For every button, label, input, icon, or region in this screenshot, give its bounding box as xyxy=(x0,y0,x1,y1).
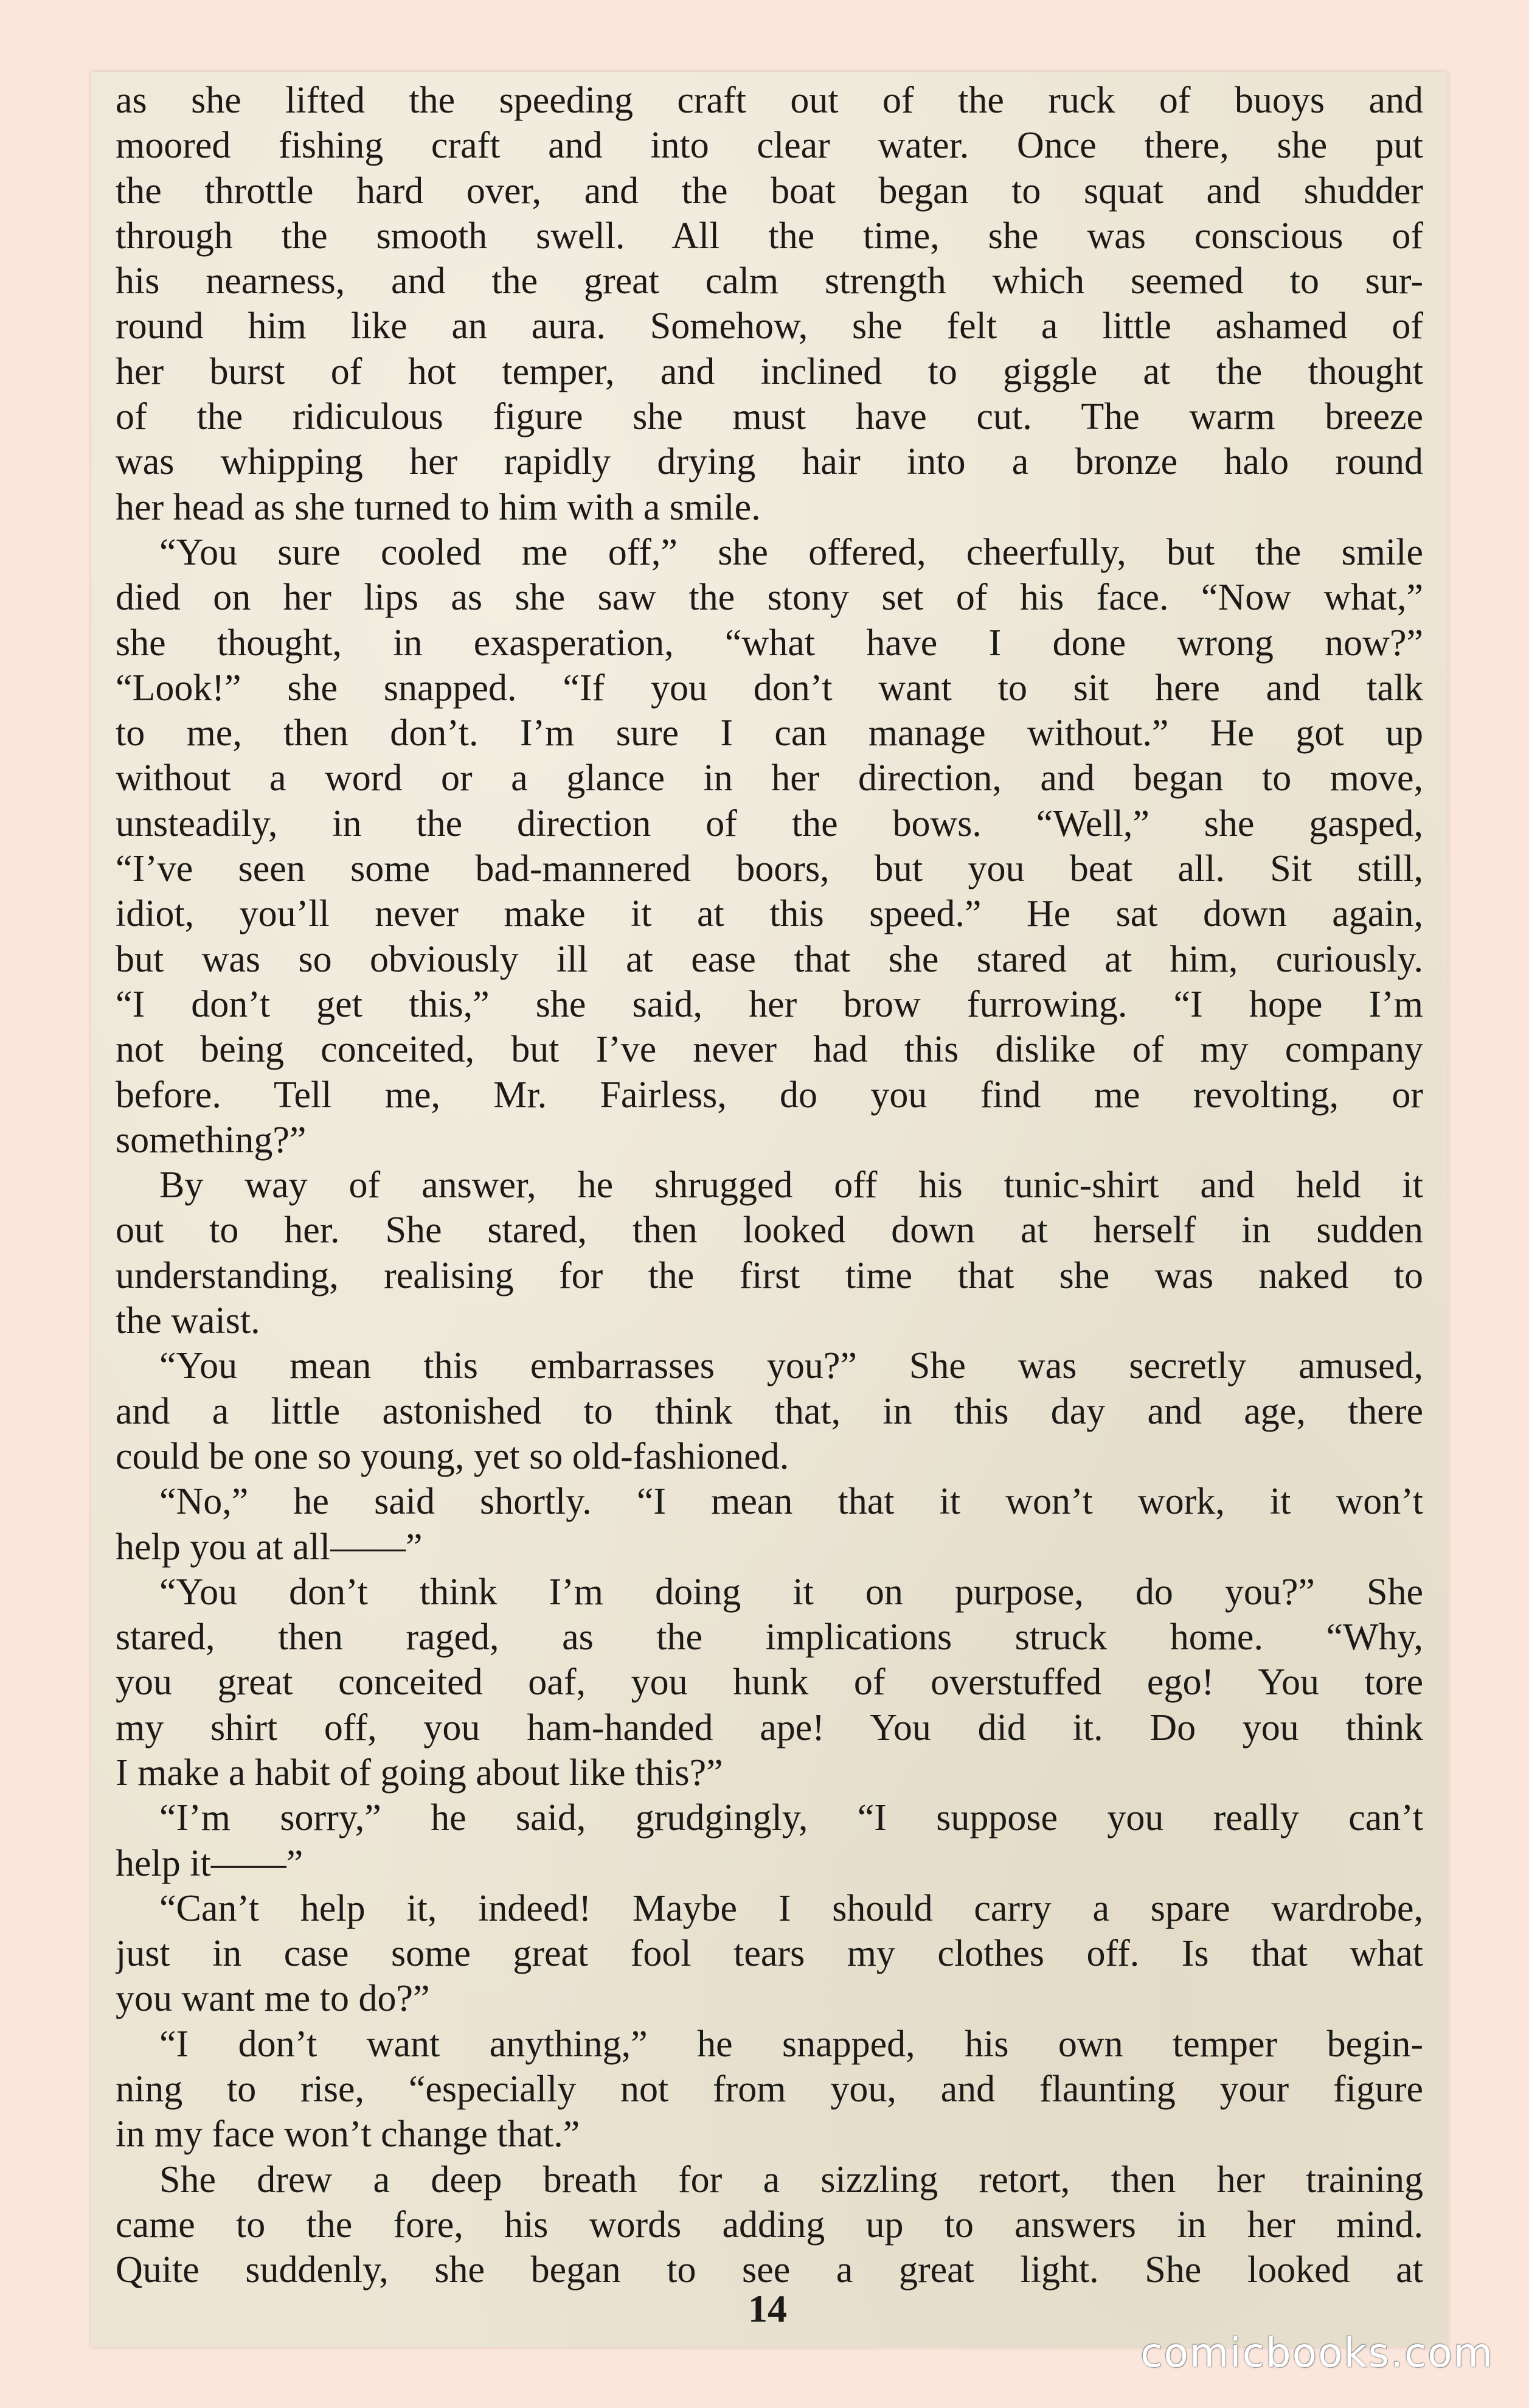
text-line: “I don’t want anything,” he snapped, his own temper begin- xyxy=(159,2023,1423,2065)
text-line: the waist. xyxy=(116,1300,260,1342)
text-line: his nearness, and the great calm strength which seemed to sur- xyxy=(116,260,1423,302)
text-line: help you at all——” xyxy=(116,1526,423,1568)
text-line: and a little astonished to think that, in this day and age, there xyxy=(116,1390,1423,1432)
text-line: you great conceited oaf, you hunk of overstuffed ego! You tore xyxy=(116,1662,1423,1703)
text-line: her burst of hot temper, and inclined to giggle at the thought xyxy=(116,350,1423,392)
text-line: as she lifted the speeding craft out of the ruck of buoys and xyxy=(116,80,1423,121)
story-text xyxy=(116,78,1423,2293)
text-line: not being conceited, but I’ve never had this dislike of my company xyxy=(116,1029,1423,1071)
text-line: “Can’t help it, indeed! Maybe I should carry a spare wardrobe, xyxy=(159,1887,1423,1929)
text-line: died on her lips as she saw the stony set of his face. “Now what,” xyxy=(116,577,1423,619)
text-line: unsteadily, in the direction of the bows. “Well,” she gasped, xyxy=(116,802,1423,844)
text-line: “Look!” she snapped. “If you don’t want to sit here and talk xyxy=(116,667,1423,709)
text-line: She drew a deep breath for a sizzling retort, then her training xyxy=(159,2159,1423,2201)
text-line: moored fishing craft and into clear water. Once there, she put xyxy=(116,125,1423,167)
book-page xyxy=(91,72,1448,2347)
text-line: in my face won’t change that.” xyxy=(116,2114,580,2156)
text-line: “You don’t think I’m doing it on purpose, do you?” She xyxy=(159,1571,1423,1613)
text-line: idiot, you’ll never make it at this speed.” He sat down again, xyxy=(116,893,1423,935)
text-line: “I’m sorry,” he said, grudgingly, “I suppose you really can’t xyxy=(159,1797,1423,1839)
text-line: came to the fore, his words adding up to answers in her mind. xyxy=(116,2204,1423,2246)
text-line: “You mean this embarrasses you?” She was secretly amused, xyxy=(159,1345,1423,1387)
text-line: round him like an aura. Somehow, she felt a little ashamed of xyxy=(116,305,1423,347)
text-line: understanding, realising for the first time that she was naked to xyxy=(116,1254,1423,1296)
text-line: without a word or a glance in her direction, and began to move, xyxy=(116,757,1423,799)
text-line: out to her. She stared, then looked down at herself in sudden xyxy=(116,1209,1423,1251)
text-line: to me, then don’t. I’m sure I can manage without.” He got up xyxy=(116,712,1423,754)
text-line: through the smooth swell. All the time, she was conscious of xyxy=(116,215,1423,257)
page-number: 14 xyxy=(748,2287,787,2330)
text-line: stared, then raged, as the implications struck home. “Why, xyxy=(116,1616,1423,1658)
text-line: I make a habit of going about like this?” xyxy=(116,1752,723,1794)
text-line: the throttle hard over, and the boat began to squat and shudder xyxy=(116,170,1423,212)
text-line: By way of answer, he shrugged off his tunic-shirt and held it xyxy=(159,1164,1423,1206)
text-line: her head as she turned to him with a smile. xyxy=(116,486,761,528)
text-line: could be one so young, yet so old-fashioned. xyxy=(116,1435,789,1477)
text-line: ning to rise, “especially not from you, and flaunting your figure xyxy=(116,2069,1423,2110)
text-line: she thought, in exasperation, “what have I done wrong now?” xyxy=(116,622,1423,664)
text-line: my shirt off, you ham-handed ape! You did it. Do you think xyxy=(116,1707,1423,1749)
text-line: Quite suddenly, she began to see a great light. She looked at xyxy=(116,2249,1423,2291)
text-line: but was so obviously ill at ease that she stared at him, curiously. xyxy=(116,938,1423,980)
text-line: of the ridiculous figure she must have cut. The warm breeze xyxy=(116,396,1423,438)
text-line: you want me to do?” xyxy=(116,1978,430,2020)
text-line: help it——” xyxy=(116,1842,303,1884)
text-line: something?” xyxy=(116,1119,307,1161)
watermark: comicbooks.com xyxy=(1140,2330,1494,2376)
text-line: just in case some great fool tears my clothes off. Is that what xyxy=(116,1933,1423,1975)
text-line: was whipping her rapidly drying hair into a bronze halo round xyxy=(116,441,1423,483)
text-line: “I don’t get this,” she said, her brow furrowing. “I hope I’m xyxy=(116,983,1423,1025)
text-line: before. Tell me, Mr. Fairless, do you find me revolting, or xyxy=(116,1074,1423,1116)
text-line: “I’ve seen some bad-mannered boors, but you beat all. Sit still, xyxy=(116,848,1423,890)
text-line: “No,” he said shortly. “I mean that it won’t work, it won’t xyxy=(159,1481,1423,1523)
text-line: “You sure cooled me off,” she offered, cheerfully, but the smile xyxy=(159,531,1423,573)
